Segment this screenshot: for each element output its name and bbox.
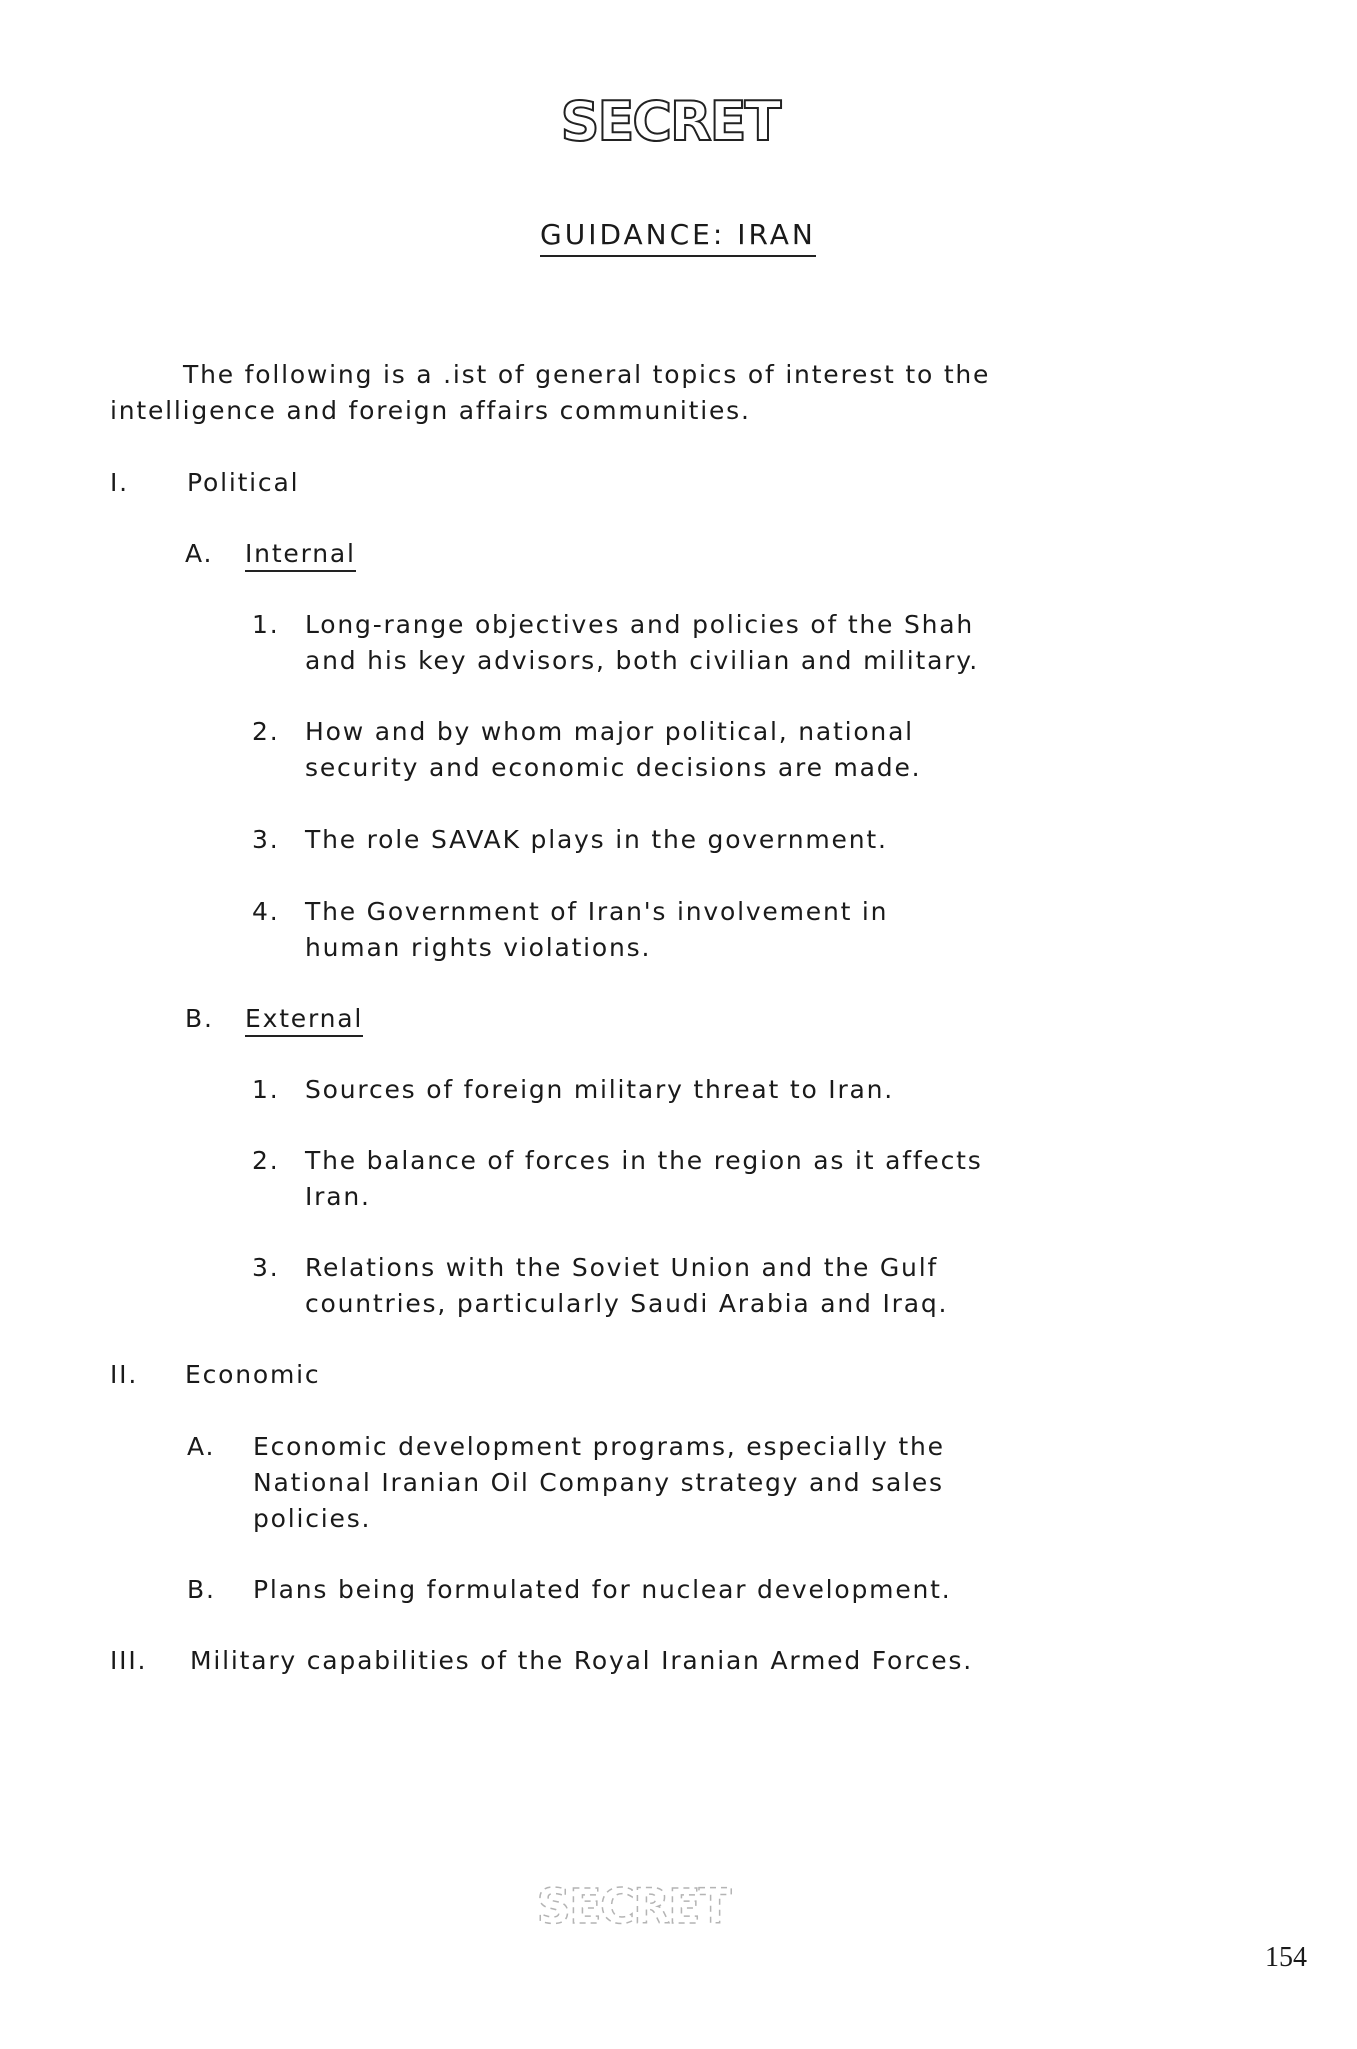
intro-line-2: intelligence and foreign affairs communities. <box>110 396 751 425</box>
secret-stamp-graphic <box>560 88 780 153</box>
item-number: 2. <box>252 717 280 746</box>
subsection-letter: A. <box>185 539 214 568</box>
subsection-letter: B. <box>185 1004 214 1033</box>
svg-text:SECRET: SECRET <box>536 1879 730 1935</box>
item-line: The Government of Iran's involvement in <box>305 897 889 926</box>
subsection-letter: A. <box>187 1432 216 1461</box>
intro-line-1: The following is a .ist of general topics of interest to the <box>183 360 991 389</box>
section-title: Military capabilities of the Royal Iranian Armed Forces. <box>190 1646 973 1675</box>
section-numeral: II. <box>110 1360 139 1389</box>
subsection-title: External <box>245 1004 363 1037</box>
subsection-title: Internal <box>245 539 356 572</box>
subsection-line: National Iranian Oil Company strategy and sales <box>253 1468 944 1497</box>
page-number: 154 <box>1265 1942 1307 1973</box>
item-number: 1. <box>252 610 280 639</box>
section-numeral: I. <box>110 468 129 497</box>
item-line: human rights violations. <box>305 933 652 962</box>
item-line: How and by whom major political, national <box>305 717 914 746</box>
item-line: Sources of foreign military threat to Iran. <box>305 1075 895 1104</box>
secret-stamp-bottom <box>536 1875 730 1935</box>
subsection-line: policies. <box>253 1504 372 1533</box>
subsection-line: Economic development programs, especially the <box>253 1432 945 1461</box>
item-line: The balance of forces in the region as it affects <box>305 1146 983 1175</box>
item-line: security and economic decisions are made. <box>305 753 922 782</box>
subsection-line: Plans being formulated for nuclear development. <box>253 1575 952 1604</box>
item-line: Long-range objectives and policies of the Shah <box>305 610 975 639</box>
item-line: The role SAVAK plays in the government. <box>305 825 888 854</box>
section-title: Political <box>187 468 300 497</box>
document-title: GUIDANCE: IRAN <box>540 218 816 257</box>
section-numeral: III. <box>110 1646 148 1675</box>
item-line: and his key advisors, both civilian and military. <box>305 646 980 675</box>
secret-stamp-graphic-faded <box>536 1875 730 1935</box>
item-number: 3. <box>252 1253 280 1282</box>
section-title: Economic <box>185 1360 321 1389</box>
secret-stamp-top <box>560 88 780 153</box>
item-number: 2. <box>252 1146 280 1175</box>
item-number: 3. <box>252 825 280 854</box>
item-number: 1. <box>252 1075 280 1104</box>
item-line: countries, particularly Saudi Arabia and Iraq. <box>305 1289 949 1318</box>
subsection-letter: B. <box>187 1575 216 1604</box>
item-line: Iran. <box>305 1182 371 1211</box>
item-line: Relations with the Soviet Union and the Gulf <box>305 1253 939 1282</box>
item-number: 4. <box>252 897 280 926</box>
svg-text:SECRET: SECRET <box>560 90 780 153</box>
